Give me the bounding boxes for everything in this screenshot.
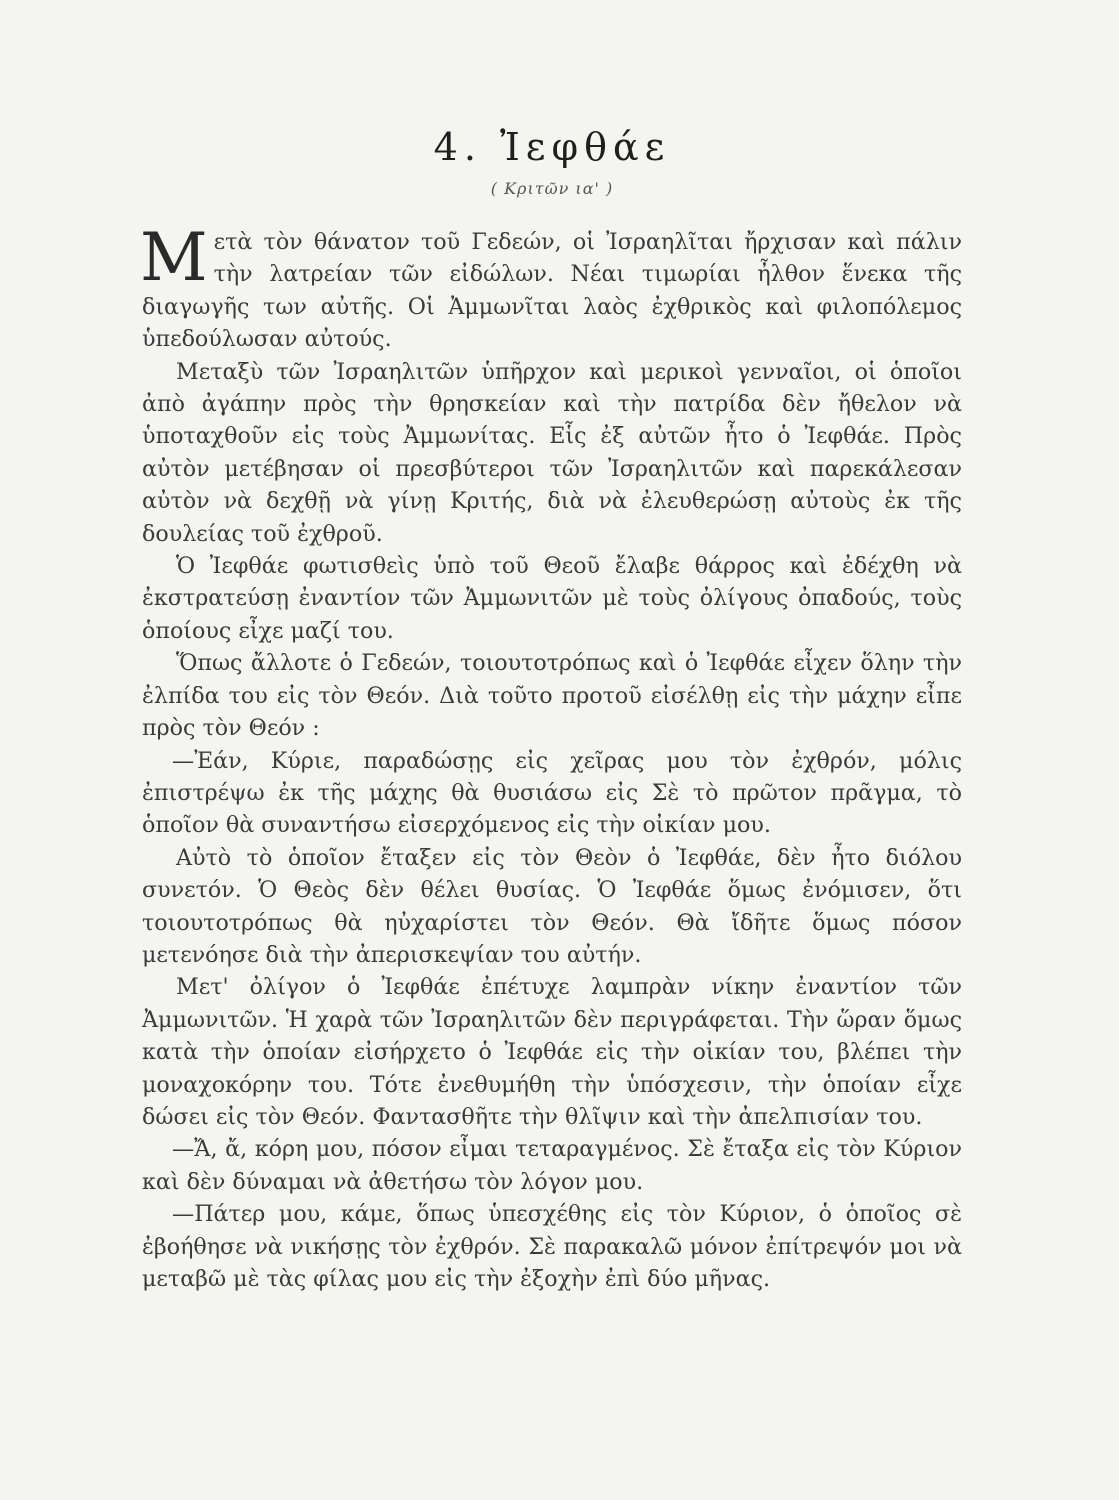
paragraph-7: Μετ' ὀλίγον ὁ Ἰεφθάε ἐπέτυχε λαμπρὰν νίκην ἐναντίον τῶν Ἀμμωνιτῶν. Ἡ χαρὰ τῶν Ἰσραηλιτῶν δὲν περιγράφεται. Τὴν ὥραν ὅμως κατὰ τὴν ὁποίαν εἰσήρχετο ὁ Ἰεφθάε εἰς τὴν οἰκίαν του, βλέπει τὴν μοναχοκόρην του. Τότε ἐνεθυμήθη τὴν ὑπόσχεσιν, τὴν ὁποίαν εἶχε δώσει εἰς τὸν Θεόν. Φαντασθῆτε τὴν θλῖψιν καὶ τὴν ἀπελπισίαν του. [142,974,962,1130]
paragraph-3: Ὁ Ἰεφθάε φωτισθεὶς ὑπὸ τοῦ Θεοῦ ἔλαβε θάρρος καὶ ἐδέχθη νὰ ἐκστρατεύσῃ ἐναντίον τῶν Ἀμμωνιτῶν μὲ τοὺς ὀλίγους ὀπαδούς, τοὺς ὁποίους εἶχε μαζί του. [142,553,962,644]
paragraph-5-speech: —Ἐάν, Κύριε, παραδώσῃς εἰς χεῖρας μου τὸν ἐχθρόν, μόλις ἐπιστρέψω ἐκ τῆς μάχης θὰ θυσιάσω εἰς Σὲ τὸ πρῶτον πρᾶγμα, τὸ ὁποῖον θὰ συναντήσω εἰσερχόμενος εἰς τὴν οἰκίαν μου. [142,747,962,839]
paragraph-9-speech: —Πάτερ μου, κάμε, ὅπως ὑπεσχέθης εἰς τὸν Κύριον, ὁ ὁποῖος σὲ ἐβοήθησε νὰ νικήσῃς τὸν ἐχθρόν. Σὲ παρακαλῶ μόνον ἐπίτρεψόν μοι νὰ μεταβῶ μὲ τὰς φίλας μου εἰς τὴν ἐξοχὴν ἐπὶ δύο μῆνας. [142,1201,962,1292]
paragraph-1-text: ετὰ τὸν θάνατον τοῦ Γεδεών, οἱ Ἰσραηλῖται ἤρχισαν καὶ πάλιν τὴν λατρείαν τῶν εἰδώλων. Νέαι τιμωρίαι ἦλθον ἕνεκα τῆς διαγωγῆς των αὐτῆς. Οἱ Ἀμμωνῖται λαὸς ἐχθρικὸς καὶ φιλοπόλεμος ὑπεδούλωσαν αὐτούς. [142,229,962,353]
body-text [140,219,962,1295]
chapter-title: 4. Ἰεφθάε [433,125,671,169]
paragraph-1 [140,219,962,356]
page [142,125,962,1295]
drop-cap: Μ [140,219,208,296]
paragraph-6: Αὐτὸ τὸ ὁποῖον ἔταξεν εἰς τὸν Θεὸν ὁ Ἰεφθάε, δὲν ἦτο διόλου συνετόν. Ὁ Θεὸς δὲν θέλει θυσίας. Ὁ Ἰεφθάε ὅμως ἐνόμισεν, ὅτι τοιουτοτρόπως θὰ ηὐχαρίστει τὸν Θεόν. Θὰ ἴδῆτε ὅμως πόσον μετενόησε διὰ τὴν ἀπερισκεψίαν του αὐτήν. [142,844,962,968]
chapter-subtitle: ( Κριτῶν ια' ) [490,179,614,198]
paragraph-8-speech: —Ἄ, ἄ, κόρη μου, πόσον εἶμαι τεταραγμένος. Σὲ ἔταξα εἰς τὸν Κύριον καὶ δὲν δύναμαι νὰ ἀθετήσω τὸν λόγον μου. [142,1136,962,1195]
paragraph-2: Μεταξὺ τῶν Ἰσραηλιτῶν ὑπῆρχον καὶ μερικοὶ γενναῖοι, οἱ ὁποῖοι ἀπὸ ἀγάπην πρὸς τὴν θρησκείαν καὶ τὴν πατρίδα δὲν ἤθελον νὰ ὑποταχθοῦν εἰς τοὺς Ἀμμωνίτας. Εἷς ἐξ αὐτῶν ἦτο ὁ Ἰεφθάε. Πρὸς αὐτὸν μετέβησαν οἱ πρεσβύτεροι τῶν Ἰσραηλιτῶν καὶ παρεκάλεσαν αὐτὸν νὰ δεχθῇ νὰ γίνῃ Κριτής, διὰ νὰ ἐλευθερώσῃ αὐτοὺς ἐκ τῆς δουλείας τοῦ ἐχθροῦ. [142,358,962,547]
paragraph-4: Ὅπως ἄλλοτε ὁ Γεδεών, τοιουτοτρόπως καὶ ὁ Ἰεφθάε εἶχεν ὅλην τὴν ἐλπίδα του εἰς τὸν Θεόν. Διὰ τοῦτο προτοῦ εἰσέλθῃ εἰς τὴν μάχην εἶπε πρὸς τὸν Θεόν : [142,650,962,742]
